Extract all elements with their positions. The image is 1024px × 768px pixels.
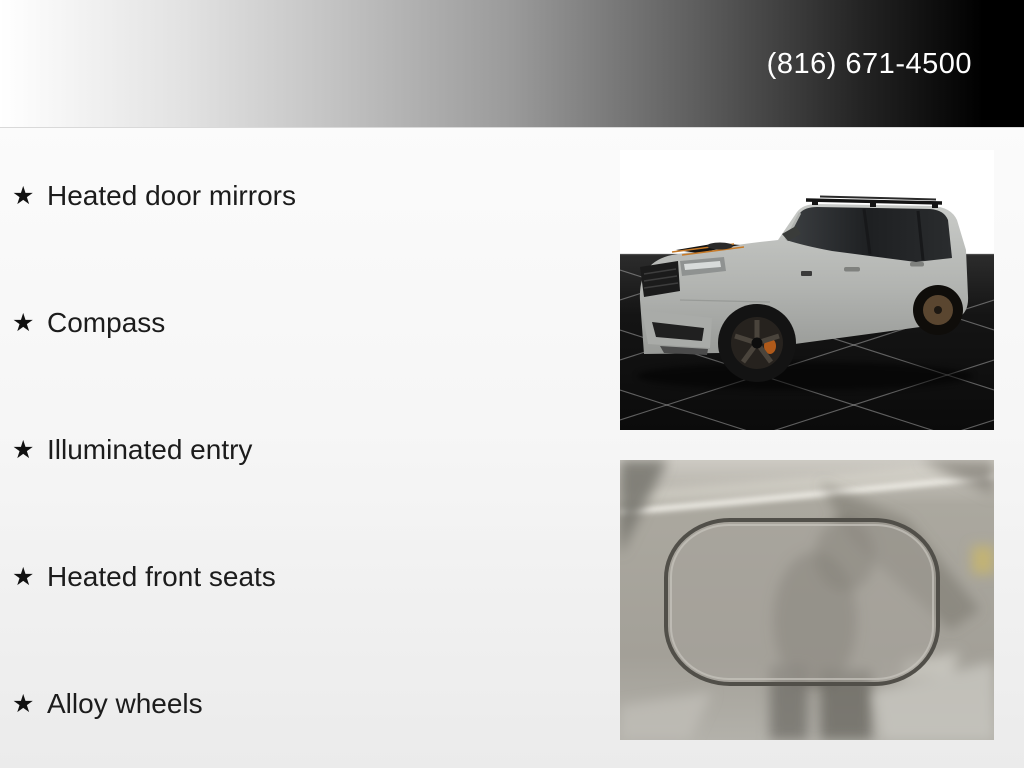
feature-label: Alloy wheels	[47, 688, 203, 719]
feature-label: Heated door mirrors	[47, 180, 296, 211]
feature-label: Heated front seats	[47, 561, 276, 592]
vehicle-photo	[620, 150, 994, 430]
list-item	[12, 180, 296, 212]
header-gradient-band	[0, 0, 1024, 128]
star-bullet-icon: ★	[12, 182, 35, 210]
fuel-door-photo	[620, 460, 994, 740]
fuel-door-photo-illustration	[620, 460, 994, 740]
feature-label: Illuminated entry	[47, 434, 253, 465]
star-bullet-icon: ★	[12, 563, 35, 591]
star-bullet-icon: ★	[12, 309, 35, 337]
list-item	[12, 688, 203, 720]
list-item	[12, 434, 252, 466]
fuel-door-shape	[666, 520, 938, 684]
vehicle-photo-illustration	[620, 150, 994, 430]
list-item	[12, 307, 165, 339]
feature-label: Compass	[47, 307, 166, 338]
list-item	[12, 561, 276, 593]
star-bullet-icon: ★	[12, 690, 35, 718]
star-bullet-icon: ★	[12, 436, 35, 464]
dealer-phone-number: (816) 671-4500	[766, 48, 972, 80]
